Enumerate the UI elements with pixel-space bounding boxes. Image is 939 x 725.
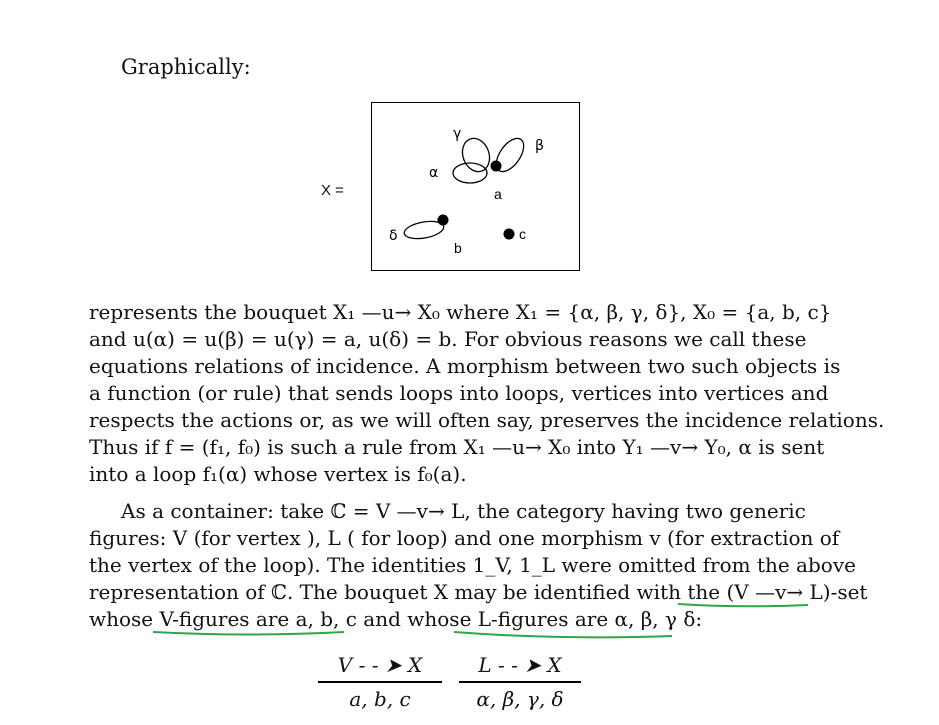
table-vertex-values: a, b, c bbox=[349, 686, 411, 711]
para1-line1: represents the bouquet X₁ —u→ X₀ where X₁ = {α, β, γ, δ}, X₀ = {a, b, c} bbox=[89, 300, 832, 324]
table-loop-values: α, β, γ, δ bbox=[476, 686, 564, 711]
bouquet-graph bbox=[372, 103, 581, 272]
label-delta: δ bbox=[389, 228, 398, 244]
label-beta: β bbox=[535, 138, 544, 154]
para1-line4: a function (or rule) that sends loops into loops, vertices into vertices and bbox=[89, 381, 829, 405]
table-loop-header: L - - ➤ X bbox=[478, 653, 562, 677]
vertex-a bbox=[491, 161, 502, 172]
underline-l-figures bbox=[454, 632, 672, 637]
loop-gamma bbox=[458, 135, 494, 176]
underline-vl-set bbox=[678, 604, 808, 606]
heading-graphically: Graphically: bbox=[121, 55, 251, 79]
label-alpha: α bbox=[429, 165, 439, 181]
para1-line5: respects the actions or, as we will often say, preserves the incidence relations. bbox=[89, 408, 885, 432]
label-gamma: γ bbox=[453, 126, 462, 142]
table-loop-figures bbox=[459, 653, 581, 711]
para1-line2: and u(α) = u(β) = u(γ) = a, u(δ) = b. For obvious reasons we call these bbox=[89, 327, 807, 351]
bouquet-diagram bbox=[371, 102, 580, 271]
vertex-c bbox=[504, 229, 515, 240]
vertex-b bbox=[438, 215, 449, 226]
para2-line2: figures: V (for vertex ), L ( for loop) and one morphism v (for extraction of bbox=[89, 526, 840, 550]
table-vertex-figures bbox=[318, 653, 442, 711]
para2-line1: As a container: take ℂ = V —v→ L, the category having two generic bbox=[121, 499, 806, 523]
para2-line5: whose V-figures are a, b, c and whose L-figures are α, β, γ δ: bbox=[89, 607, 703, 631]
para1-line7: into a loop f₁(α) whose vertex is f₀(a). bbox=[89, 462, 467, 486]
label-b: b bbox=[454, 240, 462, 256]
label-c: c bbox=[519, 226, 526, 242]
para2-line3: the vertex of the loop). The identities 1_V, 1_L were omitted from the above bbox=[89, 553, 856, 577]
loop-alpha bbox=[453, 163, 487, 183]
table-vertex-header: V - - ➤ X bbox=[337, 653, 423, 677]
para1-line3: equations relations of incidence. A morphism between two such objects is bbox=[89, 354, 841, 378]
underline-v-figures bbox=[153, 632, 344, 635]
para1-line6: Thus if f = (f₁, f₀) is such a rule from X₁ —u→ X₀ into Y₁ —v→ Y₀, α is sent bbox=[89, 435, 825, 459]
table-vertex-rule bbox=[318, 681, 442, 683]
table-loop-rule bbox=[459, 681, 581, 683]
label-a: a bbox=[494, 186, 502, 202]
x-equals-label: X = bbox=[321, 182, 344, 199]
para2-line4: representation of ℂ. The bouquet X may be identified with the (V —v→ L)-set bbox=[89, 580, 868, 604]
